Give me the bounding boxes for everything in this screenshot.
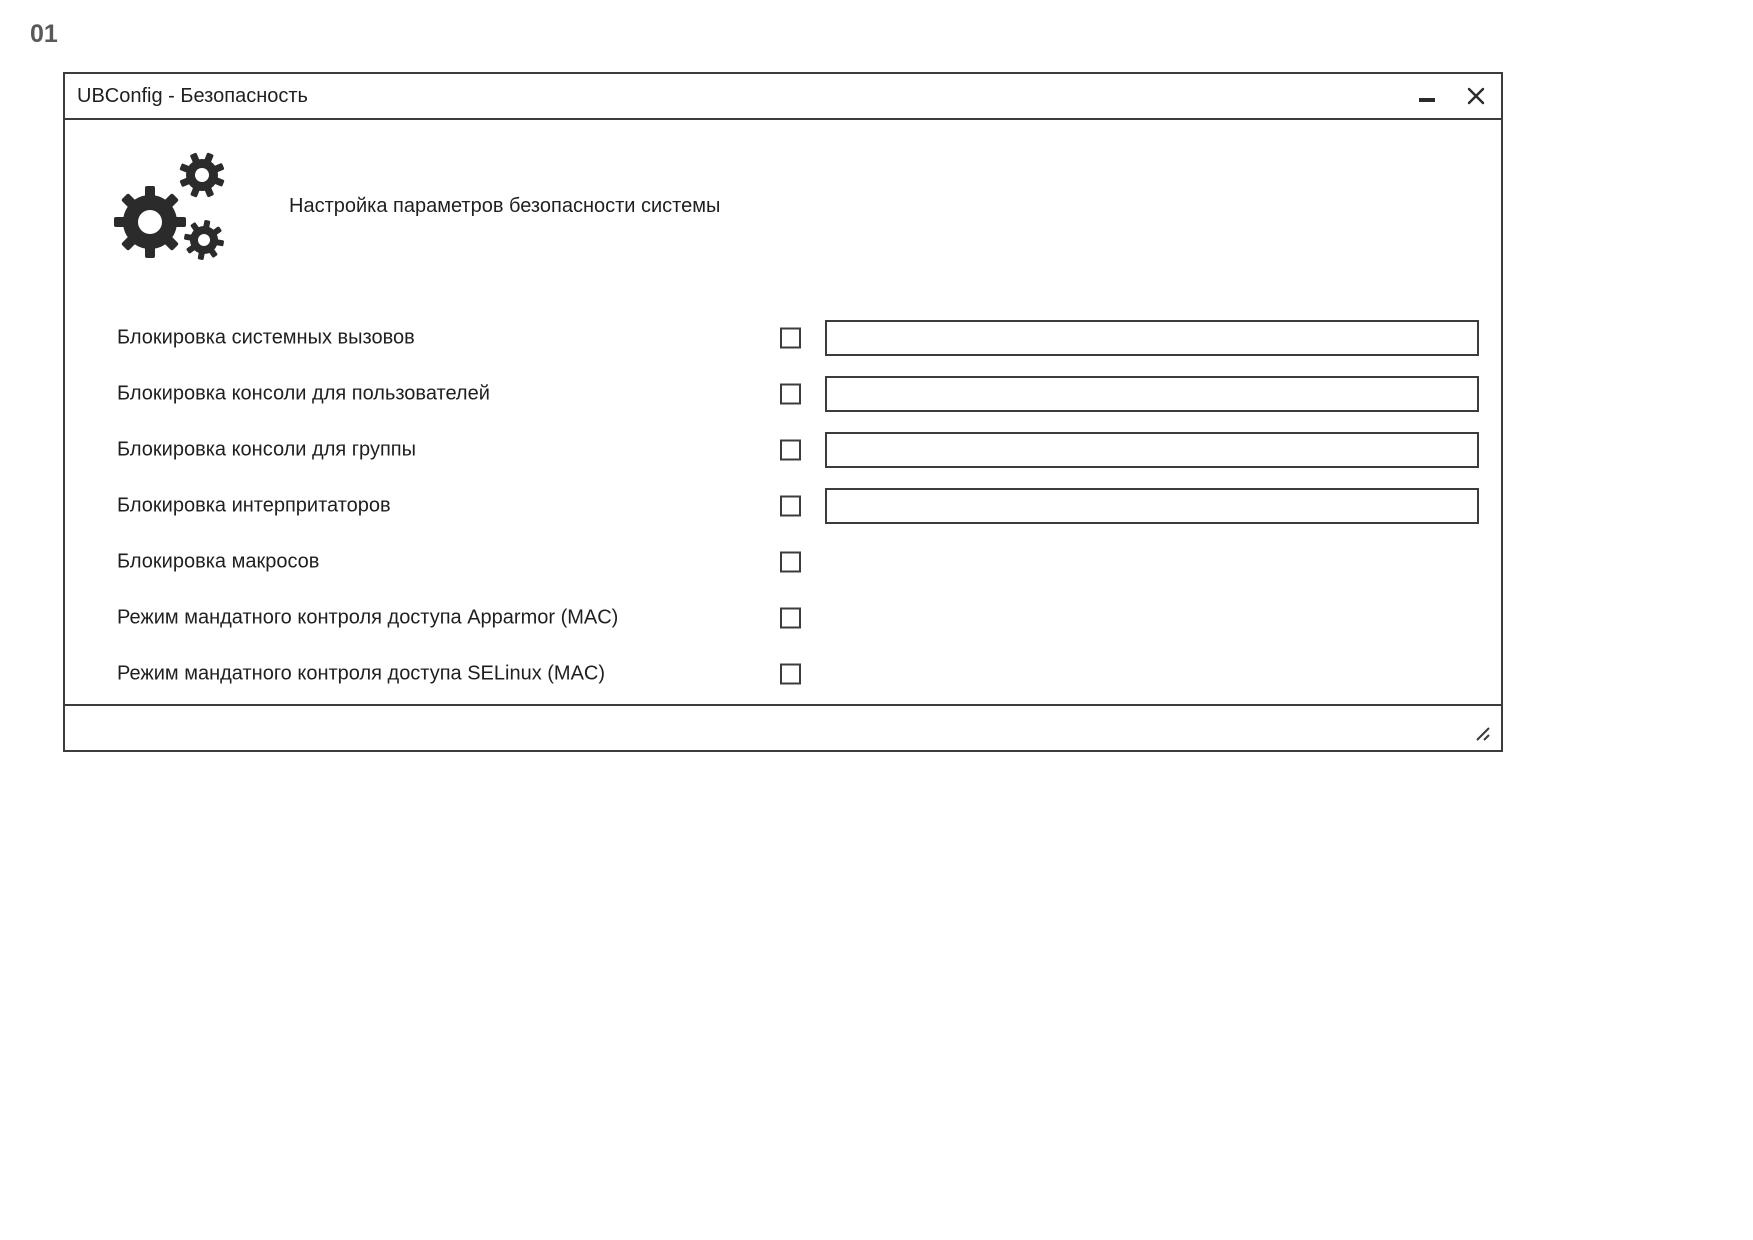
- setting-row-interpreters: [65, 478, 1501, 534]
- setting-input[interactable]: [825, 488, 1479, 524]
- setting-label: Блокировка консоли для пользователей: [117, 382, 490, 405]
- setting-checkbox[interactable]: [780, 496, 801, 517]
- setting-label: Блокировка консоли для группы: [117, 438, 416, 461]
- setting-row-syscalls: [65, 310, 1501, 366]
- setting-row-console-group: [65, 422, 1501, 478]
- setting-label: Режим мандатного контроля доступа SELinux (MAC): [117, 662, 606, 685]
- setting-checkbox[interactable]: [780, 608, 801, 629]
- setting-checkbox[interactable]: [780, 664, 801, 685]
- setting-checkbox[interactable]: [780, 384, 801, 405]
- resize-grip-icon[interactable]: [1471, 722, 1491, 742]
- setting-row-apparmor: [65, 590, 1501, 646]
- setting-row-selinux: [65, 646, 1501, 702]
- setting-input[interactable]: [825, 432, 1479, 468]
- setting-row-console-users: [65, 366, 1501, 422]
- setting-checkbox[interactable]: [780, 328, 801, 349]
- dialog-description: Настройка параметров безопасности системы: [289, 194, 721, 217]
- setting-label: Режим мандатного контроля доступа Apparmor (MAC): [117, 606, 619, 629]
- setting-label: Блокировка системных вызовов: [117, 326, 415, 349]
- setting-checkbox[interactable]: [780, 440, 801, 461]
- minimize-icon[interactable]: [1419, 98, 1435, 102]
- setting-label: Блокировка интерпритаторов: [117, 494, 391, 517]
- window-controls: [1419, 87, 1485, 105]
- dialog-header: [112, 150, 720, 262]
- window-titlebar[interactable]: [65, 74, 1501, 120]
- setting-checkbox[interactable]: [780, 552, 801, 573]
- setting-input[interactable]: [825, 320, 1479, 356]
- gears-icon: [112, 150, 234, 262]
- settings-list: [65, 310, 1501, 702]
- close-icon[interactable]: [1467, 87, 1485, 105]
- slide-number: 01: [30, 20, 58, 48]
- status-bar: [65, 704, 1501, 750]
- setting-row-macros: [65, 534, 1501, 590]
- ubconfig-security-window: [63, 72, 1503, 752]
- setting-label: Блокировка макросов: [117, 550, 320, 573]
- window-title: UBConfig - Безопасность: [77, 84, 308, 107]
- setting-input[interactable]: [825, 376, 1479, 412]
